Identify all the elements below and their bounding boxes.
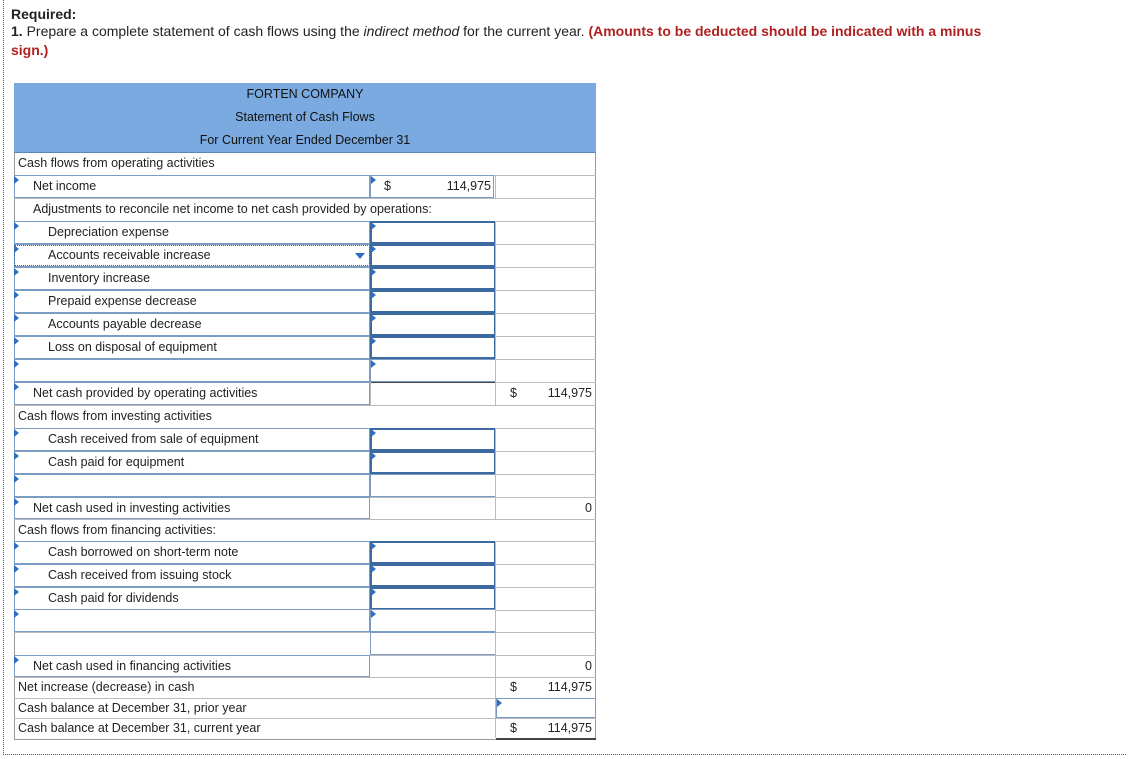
input-marker-icon [14, 542, 19, 550]
input-marker-icon [371, 245, 376, 253]
input-marker-icon [14, 337, 19, 345]
operating-blank-amount-field[interactable] [370, 359, 496, 382]
cash-flow-statement [14, 83, 596, 743]
operating-item-label: Inventory increase [48, 271, 151, 285]
financing-item-amount-field[interactable] [370, 564, 496, 587]
input-marker-icon [14, 656, 19, 664]
column-divider [495, 677, 496, 698]
column-divider [495, 359, 496, 382]
column-divider [495, 244, 496, 267]
financing-item-amount-field[interactable] [370, 587, 496, 610]
operating-item-row [14, 244, 596, 268]
net-income-value: 114,975 [446, 179, 491, 193]
company-name-row: FORTEN COMPANY [14, 83, 596, 107]
column-divider [495, 655, 496, 677]
instruction-note: (Amounts to be deducted should be indicated with a minus sign.) [11, 23, 982, 58]
financing-item-amount-field[interactable] [370, 541, 496, 564]
net-increase-label: Net increase (decrease) in cash [18, 680, 195, 694]
current-balance-label: Cash balance at December 31, current year [18, 721, 261, 735]
financing-item-row [14, 564, 596, 588]
column-divider [495, 718, 496, 738]
operating-item-label: Depreciation expense [48, 225, 169, 239]
input-marker-icon [14, 222, 19, 230]
operating-item-row [14, 313, 596, 337]
input-marker-icon [371, 610, 376, 618]
investing-blank-label-field[interactable] [14, 474, 370, 497]
net-investing-label: Net cash used in investing activities [33, 501, 231, 515]
net-operating-row [14, 382, 596, 406]
statement-title-row: Statement of Cash Flows [14, 106, 596, 130]
investing-header: Cash flows from investing activities [18, 409, 212, 423]
column-divider [495, 313, 496, 336]
net-operating-value: 114,975 [547, 386, 592, 400]
input-marker-icon [14, 383, 19, 391]
input-marker-icon [497, 699, 502, 707]
chevron-down-icon[interactable] [355, 253, 365, 259]
financing-blank-amount-field-2[interactable] [370, 632, 496, 655]
net-income-label: Net income [33, 179, 97, 193]
input-marker-icon [14, 314, 19, 322]
financing-blank-row [14, 609, 596, 633]
operating-item-row [14, 267, 596, 291]
operating-item-amount-field[interactable] [370, 290, 496, 313]
input-marker-icon [371, 565, 376, 573]
net-increase-row [14, 677, 596, 699]
input-marker-icon [14, 291, 19, 299]
statement-period-row: For Current Year Ended December 31 [14, 129, 596, 153]
column-divider [495, 290, 496, 313]
investing-item-amount-field[interactable] [370, 428, 496, 451]
current-balance-dollar: $ [510, 721, 517, 735]
operating-item-row [14, 221, 596, 245]
operating-item-amount-field[interactable] [370, 336, 496, 359]
investing-item-label: Cash received from sale of equipment [48, 432, 259, 446]
input-marker-icon [371, 360, 376, 368]
operating-item-row [14, 290, 596, 314]
input-marker-icon [14, 360, 19, 368]
operating-item-amount-field[interactable] [370, 221, 496, 244]
operating-header-row [14, 152, 596, 176]
input-marker-icon [371, 176, 376, 184]
input-marker-icon [371, 542, 376, 550]
input-marker-icon [371, 452, 376, 460]
input-marker-icon [14, 475, 19, 483]
operating-item-label: Loss on disposal of equipment [48, 340, 217, 354]
input-marker-icon [14, 176, 19, 184]
operating-item-amount-field[interactable] [370, 313, 496, 336]
net-financing-value: 0 [585, 659, 592, 673]
double-underline [496, 738, 596, 740]
column-divider [495, 564, 496, 587]
column-divider [495, 336, 496, 359]
net-increase-dollar: $ [510, 680, 517, 694]
input-marker-icon [371, 429, 376, 437]
column-divider [495, 382, 496, 405]
prior-balance-amount-field[interactable] [496, 698, 596, 718]
input-marker-icon [371, 291, 376, 299]
operating-header: Cash flows from operating activities [18, 156, 215, 170]
input-marker-icon [371, 268, 376, 276]
operating-item-label: Accounts receivable increase [48, 248, 211, 262]
investing-item-row [14, 451, 596, 475]
investing-blank-amount-field[interactable] [370, 474, 496, 497]
input-marker-icon [14, 268, 19, 276]
input-marker-icon [371, 337, 376, 345]
financing-item-row [14, 541, 596, 565]
net-financing-label: Net cash used in financing activities [33, 659, 232, 673]
net-increase-value: 114,975 [547, 680, 592, 694]
financing-blank-amount-field[interactable] [370, 609, 496, 632]
prior-balance-row [14, 698, 596, 719]
financing-item-label: Cash paid for dividends [48, 591, 179, 605]
column-divider [495, 474, 496, 497]
input-marker-icon [14, 452, 19, 460]
input-marker-icon [14, 588, 19, 596]
financing-item-label: Cash borrowed on short-term note [48, 545, 239, 559]
column-divider [495, 451, 496, 474]
financing-item-row [14, 587, 596, 611]
net-income-row [14, 175, 596, 199]
investing-item-row [14, 428, 596, 452]
instruction-text: 1. Prepare a complete statement of cash flows using the indirect method for the current year. (Amounts to be deducted should be indicated with a minus sign.) [11, 23, 982, 58]
operating-blank-label-field[interactable] [14, 359, 370, 382]
net-operating-label: Net cash provided by operating activities [33, 386, 258, 400]
column-divider [370, 382, 371, 405]
net-operating-dollar: $ [510, 386, 517, 400]
investing-item-label: Cash paid for equipment [48, 455, 185, 469]
operating-item-amount-field[interactable] [370, 267, 496, 290]
input-marker-icon [14, 498, 19, 506]
adjustments-row [14, 198, 596, 222]
financing-header: Cash flows from financing activities: [18, 523, 216, 537]
required-heading: Required: [11, 6, 77, 22]
operating-item-label: Prepaid expense decrease [48, 294, 197, 308]
input-marker-icon [371, 588, 376, 596]
prior-balance-label: Cash balance at December 31, prior year [18, 701, 247, 715]
column-divider [495, 428, 496, 451]
input-marker-icon [14, 429, 19, 437]
column-divider [495, 221, 496, 244]
operating-item-label: Accounts payable decrease [48, 317, 202, 331]
operating-item-amount-field[interactable] [370, 244, 496, 267]
financing-item-label: Cash received from issuing stock [48, 568, 232, 582]
net-investing-value: 0 [585, 501, 592, 515]
operating-item-row [14, 336, 596, 360]
adjustments-label: Adjustments to reconcile net income to net cash provided by operations: [33, 202, 432, 216]
net-financing-row [14, 655, 596, 678]
current-balance-row [14, 718, 596, 738]
column-divider [495, 267, 496, 290]
input-marker-icon [371, 222, 376, 230]
column-divider [495, 541, 496, 564]
column-divider [495, 175, 496, 198]
investing-blank-row [14, 474, 596, 498]
financing-blank-row-2 [14, 632, 596, 656]
input-marker-icon [371, 314, 376, 322]
financing-header-row [14, 519, 596, 542]
column-divider [495, 632, 496, 655]
investing-item-amount-field[interactable] [370, 451, 496, 474]
dropdown-focus-outline[interactable] [14, 245, 370, 266]
input-marker-icon [14, 565, 19, 573]
input-marker-icon [14, 610, 19, 618]
net-income-dollar: $ [384, 179, 391, 193]
current-balance-value: 114,975 [547, 721, 592, 735]
net-investing-row [14, 497, 596, 520]
investing-header-row [14, 405, 596, 429]
column-divider [495, 497, 496, 519]
operating-blank-row [14, 359, 596, 383]
financing-blank-label-field[interactable] [14, 609, 370, 632]
column-divider [495, 609, 496, 632]
column-divider [495, 587, 496, 610]
